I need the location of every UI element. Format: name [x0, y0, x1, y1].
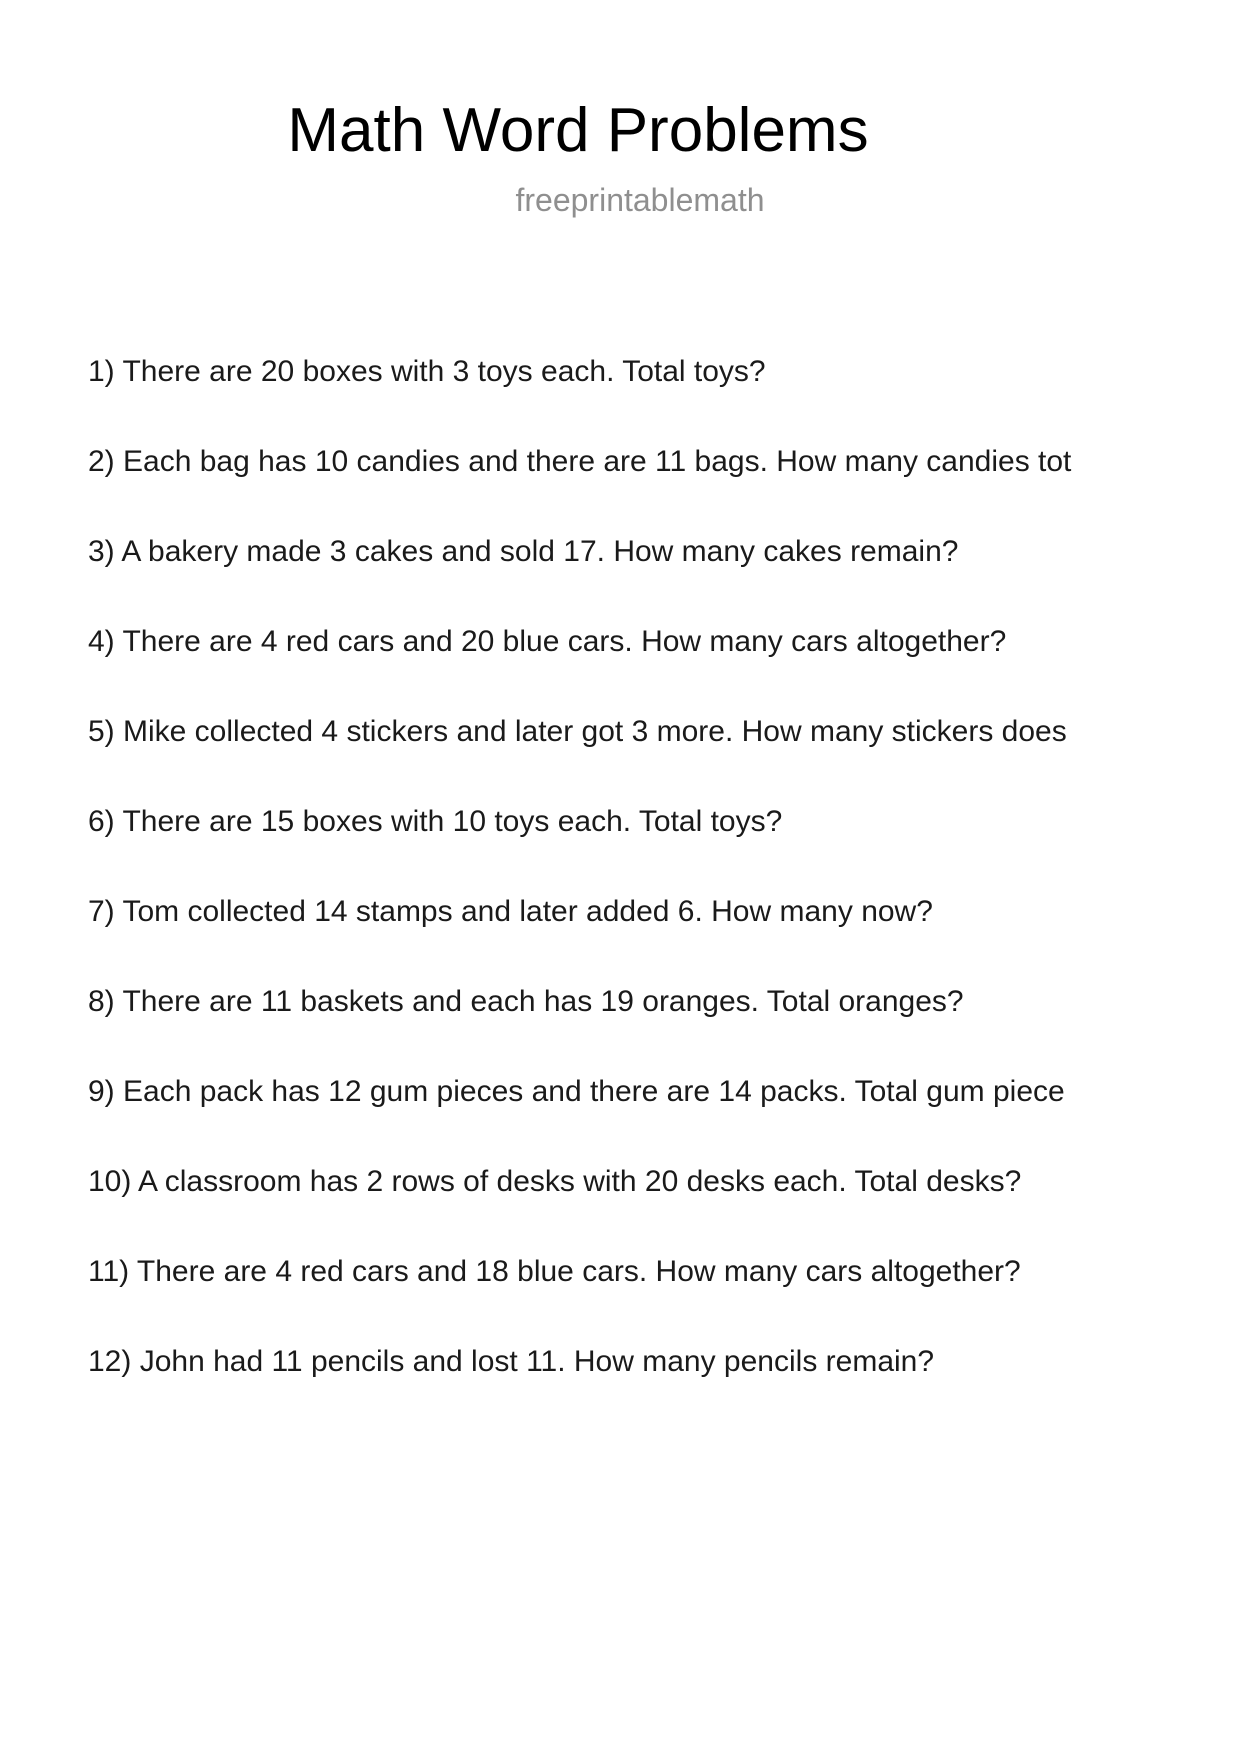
page-title: Math Word Problems [287, 96, 869, 165]
problem-item-6: 6) There are 15 boxes with 10 toys each. Total toys? [88, 805, 783, 838]
problem-item-10: 10) A classroom has 2 rows of desks with 20 desks each. Total desks? [88, 1165, 1022, 1198]
problem-item-9: 9) Each pack has 12 gum pieces and there are 14 packs. Total gum piece [88, 1075, 1065, 1108]
problem-item-11: 11) There are 4 red cars and 18 blue cars. How many cars altogether? [88, 1255, 1021, 1288]
problem-item-2: 2) Each bag has 10 candies and there are 11 bags. How many candies tot [88, 445, 1072, 478]
problem-item-4: 4) There are 4 red cars and 20 blue cars. How many cars altogether? [88, 625, 1007, 658]
problem-item-5: 5) Mike collected 4 stickers and later got 3 more. How many stickers does [88, 715, 1067, 748]
problem-item-3: 3) A bakery made 3 cakes and sold 17. How many cakes remain? [88, 535, 959, 568]
problem-item-1: 1) There are 20 boxes with 3 toys each. Total toys? [88, 356, 766, 388]
problem-item-12: 12) John had 11 pencils and lost 11. How many pencils remain? [88, 1345, 935, 1378]
problems-list [88, 356, 1240, 1436]
problem-item-8: 8) There are 11 baskets and each has 19 oranges. Total oranges? [88, 985, 964, 1018]
problem-item-7: 7) Tom collected 14 stamps and later added 6. How many now? [88, 895, 933, 928]
page-subtitle: freeprintablemath [515, 182, 765, 218]
